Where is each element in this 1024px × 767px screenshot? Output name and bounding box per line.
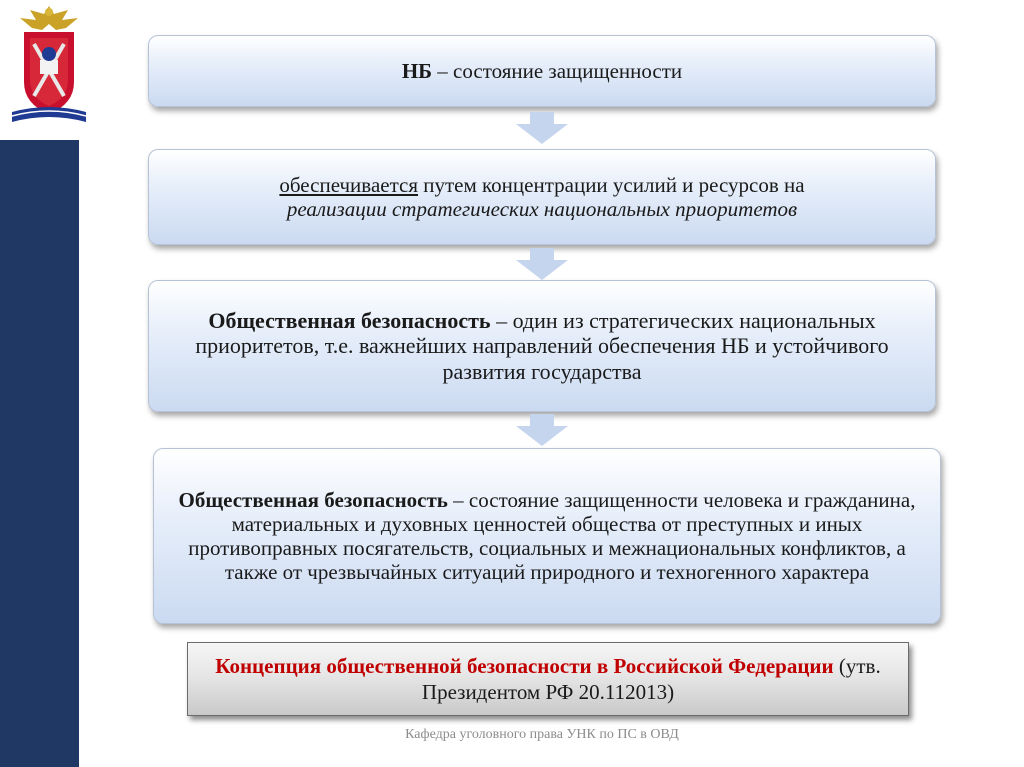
public-security-term: Общественная безопасность <box>178 487 448 512</box>
provision-keyword: обеспечивается <box>279 172 418 197</box>
public-security-priority-box <box>148 280 936 412</box>
footer-department: Кафедра уголовного права УНК по ПС в ОВД <box>405 727 679 742</box>
public-security-definition: – состояние защищенности человека и гражданина, материальных и духовных ценностей общества от преступных и иных противоправных посягательств, социальных и межнациональных конфликтов, а также от чрезвычайных ситуаций природного и техногенного характера <box>188 487 916 585</box>
nb-definition: – состояние защищенности <box>432 58 683 83</box>
public-security-definition-text <box>174 488 920 585</box>
down-arrow-icon <box>514 414 570 446</box>
provision-box-text <box>279 173 804 221</box>
definition-box-nb <box>148 35 936 107</box>
nb-term: НБ <box>401 58 433 83</box>
public-security-definition-box <box>153 448 941 624</box>
down-arrow-icon <box>514 248 570 280</box>
public-security-priority-text <box>179 308 905 384</box>
sidebar-bar <box>0 140 79 767</box>
concept-detail: (утв. Президентом РФ 20.112013) <box>421 653 881 704</box>
definition-box-nb-text <box>402 59 682 83</box>
concept-title: Концепция общественной безопасности в Российской Федерации <box>215 653 834 678</box>
provision-priorities: реализации стратегических национальных приоритетов <box>286 197 798 221</box>
concept-reference-text <box>188 653 908 706</box>
public-security-priority-definition: – один из стратегических национальных приоритетов, т.е. важнейших направлений обеспечения НБ и устойчивого развития государства <box>195 308 889 384</box>
concept-reference-box <box>187 642 909 716</box>
down-arrow-icon <box>514 112 570 144</box>
provision-text: путем концентрации усилий и ресурсов на <box>418 172 805 197</box>
police-emblem-icon <box>6 4 92 128</box>
public-security-term: Общественная безопасность <box>208 308 491 334</box>
provision-box <box>148 149 936 245</box>
